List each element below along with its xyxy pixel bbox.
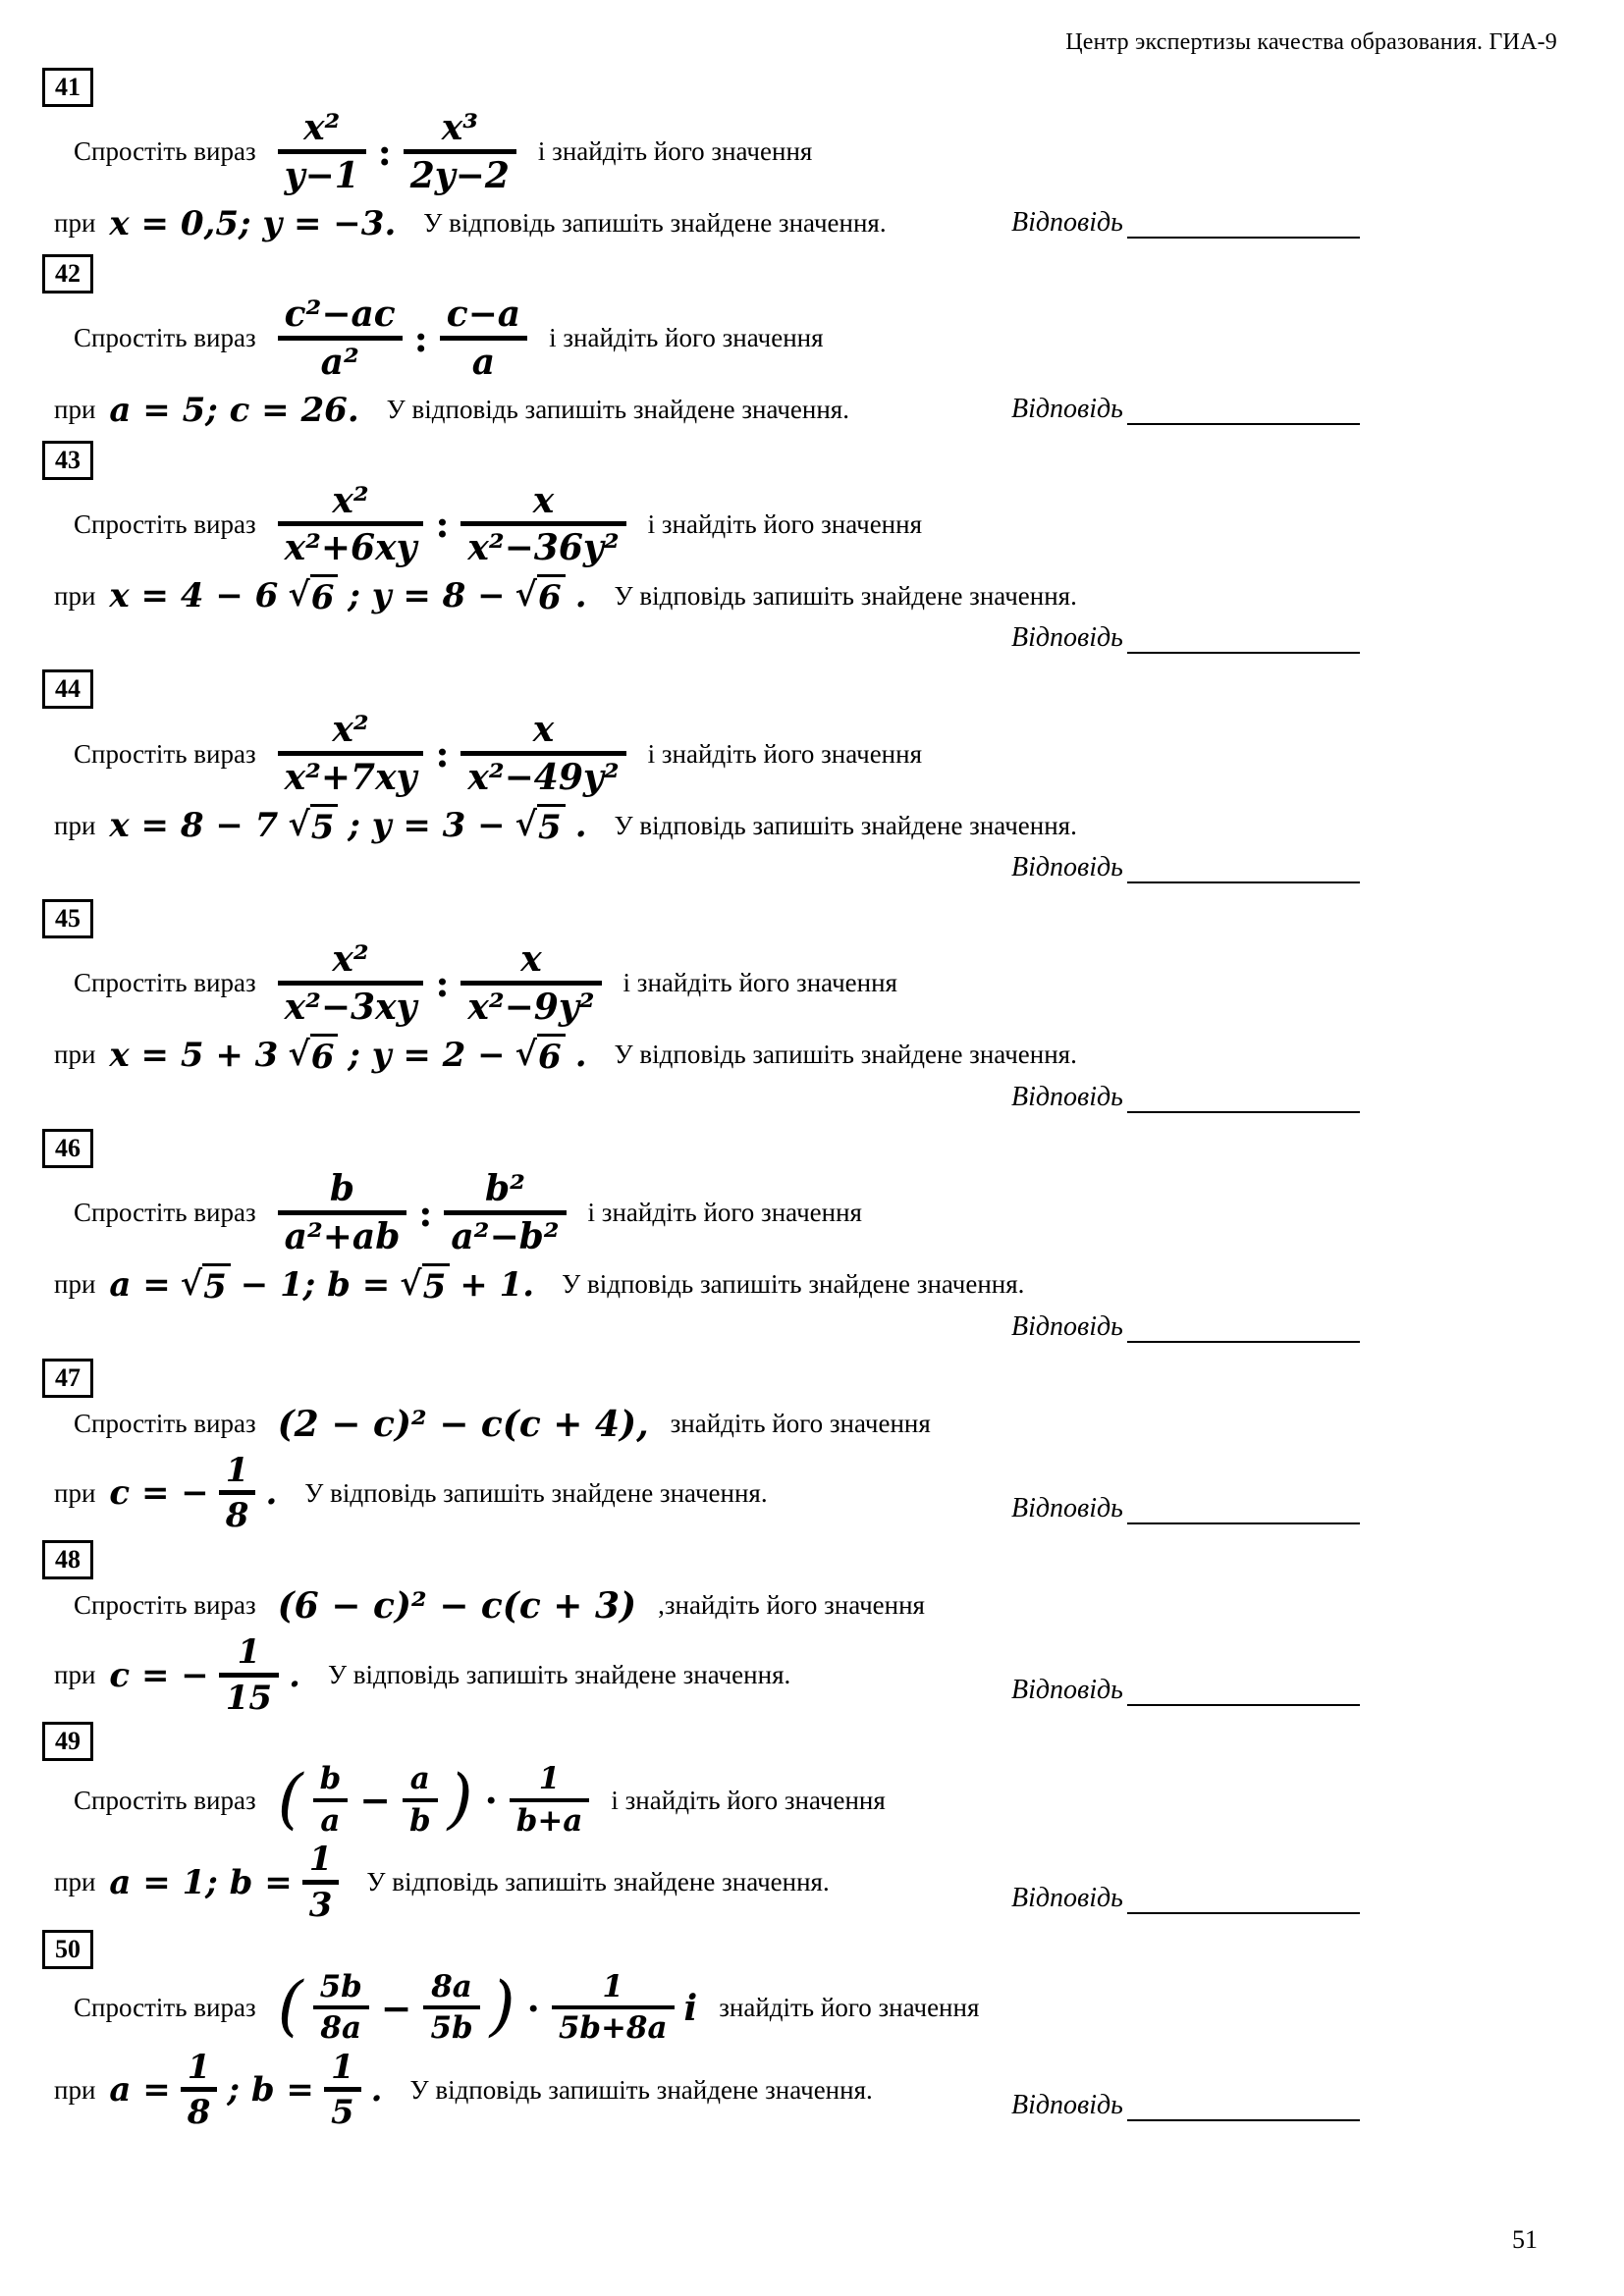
- answer-blank-line[interactable]: [1127, 205, 1360, 239]
- math-square-root: [515, 804, 566, 847]
- math-fraction: [219, 1450, 256, 1536]
- math-text: ; y = 2 −: [348, 1035, 506, 1075]
- math-operator: :: [413, 316, 428, 360]
- fraction-numerator: 1: [538, 1761, 561, 1797]
- find-value-instruction: ,знайдіть його значення: [658, 1590, 925, 1621]
- fraction-numerator: x³: [441, 107, 478, 148]
- problem-number: 49: [55, 1727, 81, 1756]
- radicand: 6: [310, 1034, 339, 1077]
- simplify-instruction: Спростіть вираз: [74, 508, 256, 539]
- fraction-numerator: b²: [484, 1167, 525, 1209]
- condition-label: при: [54, 1477, 96, 1508]
- condition-values: [109, 1842, 339, 1923]
- math-text: .: [265, 1473, 278, 1514]
- write-answer-instruction: У відповідь запишіть знайдене значення.: [423, 208, 887, 239]
- problem: [54, 669, 1624, 893]
- simplify-instruction: Спростіть вираз: [74, 1198, 256, 1228]
- math-fraction: [510, 1763, 590, 1838]
- problem-number-box: [42, 669, 93, 709]
- answer-blank-line[interactable]: [1127, 1309, 1360, 1343]
- find-value-instruction: знайдіть його значення: [670, 1409, 931, 1438]
- math-fraction: [440, 295, 527, 382]
- fraction-denominator: 5: [330, 2093, 354, 2133]
- math-fraction: [278, 940, 424, 1027]
- answer-blank-line[interactable]: [1127, 1881, 1360, 1914]
- math-expression: [278, 1167, 567, 1257]
- condition-row: [54, 2047, 1624, 2133]
- problem-statement-row: [54, 1967, 1624, 2047]
- fraction-denominator: x²−49y²: [467, 757, 620, 799]
- problem-statement-row: [54, 711, 1624, 797]
- problem: [54, 1129, 1624, 1353]
- math-text: − 1; b =: [240, 1264, 391, 1305]
- write-answer-instruction: У відповідь запишіть знайдене значення.: [304, 1477, 768, 1508]
- radical-sign-icon: √: [514, 805, 538, 844]
- problem-number-box: [42, 254, 93, 294]
- math-square-root: [288, 804, 338, 847]
- math-parenthesis: ): [489, 1967, 515, 2045]
- condition-row: [54, 199, 1624, 248]
- problem-statement-row: [54, 1581, 1624, 1630]
- math-text: ; y = 3 −: [348, 806, 506, 845]
- answer-field: [1011, 620, 1360, 654]
- fraction-numerator: 1: [187, 2047, 211, 2087]
- math-expression: [278, 1404, 649, 1445]
- problem: [54, 1359, 1624, 1534]
- answer-field: [1011, 2088, 1360, 2121]
- answer-blank-line[interactable]: [1127, 850, 1360, 883]
- fraction-numerator: 1: [237, 1631, 261, 1672]
- math-fraction: [278, 1167, 407, 1257]
- find-value-instruction: і знайдіть його значення: [611, 1785, 886, 1815]
- fraction-numerator: x²: [303, 107, 341, 148]
- answer-row: [54, 1080, 1624, 1123]
- find-value-instruction: і знайдіть його значення: [647, 738, 922, 769]
- fraction-denominator: 5b: [430, 2010, 473, 2047]
- problems-list: [54, 68, 1624, 2131]
- answer-field: [1011, 1491, 1360, 1524]
- condition-values: [109, 1034, 586, 1077]
- answer-label: Відповідь: [1011, 2089, 1123, 2120]
- math-fraction: [460, 479, 625, 569]
- math-text: ; b =: [227, 2070, 314, 2110]
- answer-blank-line[interactable]: [1127, 2088, 1360, 2121]
- simplify-instruction: Спростіть вираз: [74, 323, 256, 353]
- fraction-denominator: 8: [225, 1496, 249, 1536]
- problem-number: 42: [55, 258, 81, 288]
- math-fraction: [313, 1968, 369, 2047]
- write-answer-instruction: У відповідь запишіть знайдене значення.: [409, 2074, 873, 2105]
- math-fraction: [278, 109, 366, 195]
- answer-label: Відповідь: [1011, 1081, 1123, 1112]
- math-expression: [278, 109, 516, 195]
- page-number: 51: [1512, 2225, 1538, 2254]
- condition-row: [54, 1260, 1624, 1309]
- find-value-instruction: і знайдіть його значення: [587, 1198, 862, 1228]
- fraction-denominator: y−1: [284, 154, 359, 196]
- problem-number-box: [42, 1129, 93, 1168]
- math-operator: :: [435, 503, 450, 547]
- fraction-denominator: a²+ab: [284, 1215, 401, 1257]
- simplify-instruction: Спростіть вираз: [74, 136, 256, 167]
- math-fraction: [460, 940, 601, 1027]
- condition-row: [54, 1842, 1624, 1923]
- answer-label: Відповідь: [1011, 852, 1123, 882]
- answer-field: [1011, 392, 1360, 425]
- math-fraction: [552, 1968, 675, 2047]
- answer-blank-line[interactable]: [1127, 620, 1360, 654]
- problem-number: 47: [55, 1362, 81, 1392]
- math-square-root: [181, 1263, 231, 1307]
- math-text: + 1.: [460, 1264, 535, 1305]
- math-text: (2 − c)² − c(c + 4),: [277, 1403, 649, 1445]
- fraction-denominator: 2y−2: [409, 154, 510, 196]
- write-answer-instruction: У відповідь запишіть знайдене значення.: [327, 1660, 791, 1690]
- fraction-denominator: x²−9y²: [467, 986, 595, 1028]
- problem-number-box: [42, 1930, 93, 1969]
- math-operator: :: [418, 1191, 433, 1235]
- math-fraction: [460, 711, 625, 797]
- math-fraction: [404, 109, 516, 195]
- problem-statement-row: [54, 479, 1624, 569]
- problem-number-box: [42, 1540, 93, 1579]
- math-square-root: [515, 574, 566, 617]
- radicand: 6: [537, 574, 566, 617]
- problem: [54, 1722, 1624, 1923]
- write-answer-instruction: У відповідь запишіть знайдене значення.: [366, 1867, 830, 1897]
- answer-field: [1011, 205, 1360, 239]
- math-operator: :: [377, 130, 392, 174]
- problem-number-box: [42, 1359, 93, 1398]
- math-square-root: [288, 574, 338, 617]
- problem-number: 43: [55, 445, 81, 474]
- math-operator: ·: [526, 1986, 540, 2030]
- condition-label: при: [54, 580, 96, 611]
- math-text: і: [683, 1987, 698, 2029]
- fraction-denominator: a: [320, 1802, 341, 1839]
- fraction-denominator: 15: [225, 1678, 273, 1718]
- math-text: x = 8 − 7: [109, 806, 279, 845]
- fraction-denominator: x²−36y²: [467, 527, 620, 569]
- fraction-numerator: x²: [332, 709, 369, 751]
- math-parenthesis: (: [277, 1967, 303, 2045]
- fraction-numerator: c−a: [446, 293, 521, 335]
- problem: [54, 1930, 1624, 2131]
- condition-values: [109, 1450, 278, 1536]
- answer-field: [1011, 1309, 1360, 1343]
- answer-field: [1011, 1881, 1360, 1914]
- math-square-root: [400, 1263, 450, 1307]
- math-text: x = 0,5; y = −3.: [109, 203, 397, 243]
- answer-field: [1011, 850, 1360, 883]
- fraction-denominator: b: [408, 1802, 431, 1839]
- find-value-instruction: і знайдіть його значення: [647, 508, 922, 539]
- radical-sign-icon: √: [288, 575, 310, 615]
- page-header: [54, 0, 1624, 62]
- problem-statement-row: [54, 1167, 1624, 1257]
- problem: [54, 1540, 1624, 1716]
- problem-number-box: [42, 899, 93, 938]
- simplify-instruction: Спростіть вираз: [74, 1590, 256, 1621]
- condition-label: при: [54, 810, 96, 840]
- math-fraction: [181, 2047, 218, 2133]
- condition-values: [109, 1263, 534, 1307]
- radicand: 6: [537, 1034, 566, 1077]
- answer-row: [54, 850, 1624, 893]
- condition-values: [109, 1631, 300, 1718]
- math-operator: −: [359, 1779, 391, 1823]
- problem-statement-row: [54, 109, 1624, 195]
- math-parenthesis: (: [277, 1760, 303, 1837]
- condition-values: [109, 804, 586, 847]
- write-answer-instruction: У відповідь запишіть знайдене значення.: [614, 810, 1077, 840]
- problem-statement-row: [54, 940, 1624, 1027]
- math-fraction: [403, 1763, 438, 1838]
- condition-label: при: [54, 208, 96, 239]
- radical-sign-icon: √: [180, 1263, 203, 1304]
- math-fraction: [278, 711, 424, 797]
- problem-number-box: [42, 1722, 93, 1761]
- fraction-numerator: 8a: [431, 1968, 472, 2004]
- problem-number-box: [42, 441, 93, 480]
- fraction-numerator: 1: [225, 1450, 249, 1490]
- fraction-numerator: c²−ac: [284, 293, 396, 335]
- math-expression: [278, 479, 626, 569]
- find-value-instruction: і знайдіть його значення: [623, 968, 897, 998]
- math-fraction: [278, 479, 424, 569]
- problem-statement-row: [54, 1760, 1624, 1839]
- simplify-instruction: Спростіть вираз: [74, 968, 256, 998]
- radicand: 5: [310, 804, 339, 847]
- fraction-numerator: b: [319, 1761, 342, 1797]
- math-fraction: [324, 2047, 361, 2133]
- fraction-denominator: 8: [187, 2093, 211, 2133]
- math-text: .: [289, 1655, 300, 1695]
- condition-label: при: [54, 1269, 96, 1299]
- condition-row: [54, 1031, 1624, 1080]
- simplify-instruction: Спростіть вираз: [74, 1785, 256, 1815]
- problem-number: 44: [55, 674, 81, 704]
- math-text: c = −: [109, 1655, 209, 1695]
- math-text: .: [574, 576, 587, 616]
- math-fraction: [219, 1631, 279, 1718]
- math-text: .: [574, 806, 587, 845]
- radical-sign-icon: √: [514, 575, 538, 615]
- math-expression: [278, 295, 527, 382]
- simplify-instruction: Спростіть вираз: [74, 1993, 256, 2023]
- write-answer-instruction: У відповідь запишіть знайдене значення.: [614, 580, 1077, 611]
- math-text: c = −: [109, 1473, 209, 1514]
- condition-label: при: [54, 1040, 96, 1070]
- condition-row: [54, 386, 1624, 435]
- fraction-numerator: b: [329, 1167, 355, 1209]
- condition-values: [109, 2047, 383, 2133]
- write-answer-instruction: У відповідь запишіть знайдене значення.: [562, 1269, 1025, 1299]
- condition-label: при: [54, 1867, 96, 1897]
- fraction-numerator: x²: [332, 479, 369, 521]
- fraction-denominator: b+a: [515, 1802, 583, 1839]
- fraction-denominator: x²−3xy: [284, 986, 417, 1028]
- math-expression: [277, 1760, 590, 1839]
- problem: [54, 68, 1624, 248]
- radicand: 6: [310, 574, 339, 617]
- math-text: .: [574, 1035, 587, 1075]
- condition-values: [109, 391, 358, 430]
- answer-field: [1011, 1080, 1360, 1113]
- answer-blank-line[interactable]: [1127, 1673, 1360, 1706]
- condition-label: при: [54, 395, 96, 424]
- math-fraction: [302, 1842, 340, 1923]
- find-value-instruction: і знайдіть його значення: [549, 323, 824, 353]
- answer-label: Відповідь: [1011, 1310, 1123, 1342]
- math-fraction: [313, 1763, 349, 1838]
- math-expression: [278, 1585, 636, 1627]
- math-square-root: [515, 1034, 566, 1077]
- math-text: ; y = 8 −: [348, 576, 506, 616]
- fraction-numerator: x: [532, 709, 555, 751]
- problem-number: 45: [55, 904, 81, 933]
- fraction-denominator: a: [471, 341, 496, 383]
- math-fraction: [444, 1167, 566, 1257]
- radicand: 5: [537, 804, 566, 847]
- fraction-numerator: x²: [332, 938, 369, 980]
- math-text: x = 4 − 6: [109, 576, 279, 616]
- math-expression: [278, 940, 602, 1027]
- problem-statement-row: [54, 1400, 1624, 1449]
- math-operator: :: [435, 732, 450, 776]
- math-text: a =: [109, 2070, 171, 2110]
- condition-row: [54, 1450, 1624, 1536]
- fraction-denominator: 3: [308, 1885, 333, 1925]
- radical-sign-icon: √: [514, 1034, 538, 1074]
- answer-label: Відповідь: [1011, 393, 1123, 424]
- fraction-numerator: 1: [330, 2047, 354, 2087]
- fraction-numerator: x: [532, 479, 555, 521]
- fraction-denominator: x²+7xy: [284, 757, 417, 799]
- math-expression: [277, 1967, 698, 2047]
- answer-label: Відповідь: [1011, 1882, 1123, 1913]
- answer-label: Відповідь: [1011, 1675, 1123, 1706]
- radicand: 5: [422, 1263, 451, 1307]
- math-operator: ·: [484, 1779, 498, 1823]
- math-operator: :: [435, 961, 450, 1005]
- answer-label: Відповідь: [1011, 1492, 1123, 1523]
- answer-blank-line[interactable]: [1127, 392, 1360, 425]
- answer-blank-line[interactable]: [1127, 1080, 1360, 1113]
- radical-sign-icon: √: [400, 1263, 422, 1304]
- math-text: x = 5 + 3: [109, 1035, 279, 1075]
- answer-row: [54, 1309, 1624, 1353]
- fraction-numerator: 1: [602, 1968, 623, 2004]
- fraction-numerator: 1: [308, 1840, 333, 1880]
- condition-values: [109, 204, 396, 243]
- math-text: a = 5; c = 26.: [109, 390, 359, 430]
- fraction-numerator: a: [409, 1761, 430, 1797]
- condition-row: [54, 571, 1624, 620]
- condition-row: [54, 1631, 1624, 1718]
- write-answer-instruction: У відповідь запишіть знайдене значення.: [386, 395, 849, 424]
- problem-number: 48: [55, 1544, 81, 1574]
- radical-sign-icon: √: [288, 805, 310, 844]
- fraction-denominator: 5b+8a: [558, 2010, 668, 2047]
- radicand: 5: [202, 1263, 231, 1307]
- answer-label: Відповідь: [1011, 622, 1123, 654]
- header-title: Центр экспертизы качества образования. ГИА-9: [1065, 29, 1557, 55]
- math-text: (6 − c)² − c(c + 3): [277, 1584, 637, 1627]
- fraction-denominator: x²+6xy: [284, 527, 417, 569]
- math-square-root: [288, 1034, 338, 1077]
- condition-label: при: [54, 1660, 96, 1690]
- answer-row: [54, 620, 1624, 664]
- radical-sign-icon: √: [288, 1034, 310, 1074]
- fraction-denominator: 8a: [320, 2010, 361, 2047]
- answer-blank-line[interactable]: [1127, 1491, 1360, 1524]
- fraction-denominator: a²−b²: [451, 1215, 560, 1257]
- problem-number: 46: [55, 1133, 81, 1162]
- math-fraction: [278, 295, 403, 382]
- problem-number-box: [42, 68, 93, 107]
- math-operator: −: [380, 1986, 412, 2030]
- math-fraction: [423, 1968, 479, 2047]
- fraction-denominator: a²: [320, 341, 359, 383]
- condition-values: [109, 574, 586, 617]
- condition-label: при: [54, 2074, 96, 2105]
- simplify-instruction: Спростіть вираз: [74, 1409, 256, 1438]
- problem: [54, 254, 1624, 435]
- problem-number: 50: [55, 1934, 81, 1963]
- math-text: .: [370, 2070, 383, 2110]
- problem: [54, 899, 1624, 1123]
- math-text: a = 1; b =: [109, 1862, 293, 1902]
- problem-number: 41: [55, 73, 81, 101]
- find-value-instruction: і знайдіть його значення: [537, 136, 813, 167]
- fraction-numerator: 5b: [319, 1968, 362, 2004]
- answer-field: [1011, 1673, 1360, 1706]
- find-value-instruction: знайдіть його значення: [719, 1993, 980, 2023]
- problem: [54, 441, 1624, 665]
- problem-statement-row: [54, 295, 1624, 382]
- answer-label: Відповідь: [1011, 206, 1123, 238]
- math-expression: [278, 711, 626, 797]
- write-answer-instruction: У відповідь запишіть знайдене значення.: [614, 1040, 1077, 1070]
- simplify-instruction: Спростіть вираз: [74, 738, 256, 769]
- condition-row: [54, 801, 1624, 850]
- fraction-numerator: x: [520, 938, 542, 980]
- math-text: a =: [109, 1264, 171, 1305]
- math-parenthesis: ): [447, 1760, 473, 1837]
